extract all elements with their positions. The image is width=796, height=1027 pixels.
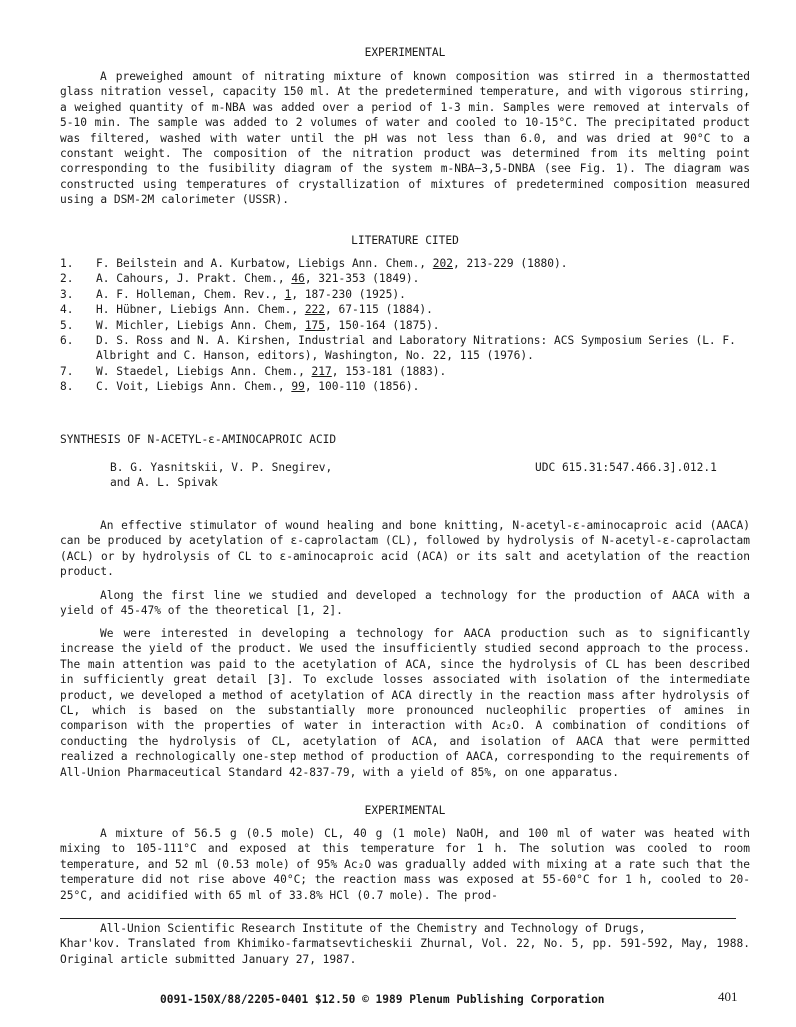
- procedure-paragraph: A mixture of 56.5 g (0.5 mole) CL, 40 g (1 mole) NaOH, and 100 ml of water was heated with mixing to 105-111°C and exposed at this temperature for 1 h. The solution was cooled to room temperature, and 52 ml (0.53 mole) of 95% Ac₂O was gradually added with mixing at a rate such that the temperature did not rise above 40°C; the reaction mass was exposed at 55-60°C for 1 h, cooled to 20-25°C, and acidified with 65 ml of 33.8% HCl (0.7 mole). The prod-: [60, 827, 750, 902]
- reference-item: 5. W. Michler, Liebigs Ann. Chem, 175, 150-164 (1875).: [60, 318, 440, 332]
- experimental-heading-2: EXPERIMENTAL: [364, 804, 446, 817]
- reference-volume: 175: [304, 318, 326, 332]
- reference-item: 2. A. Cahours, J. Prakt. Chem., 46, 321-353 (1849).: [60, 272, 420, 286]
- reference-number: 1.: [60, 257, 74, 270]
- footnote: [60, 921, 750, 967]
- footnote-rule: [60, 918, 736, 919]
- experimental-paragraph: A preweighed amount of nitrating mixture of known composition was stirred in a thermostatted glass nitration vessel, capacity 150 ml. At the predetermined temperature, and with vigorous stirring, a weighed quantity of m-NBA was added over a period of 1-3 min. Samples were removed at intervals of 5-10 min. The sample was added to 2 volumes of water and cooled to 10-15°C. The precipitated product was filtered, washed with water until the pH was not less than 6.0, and was dried at 90°C to a constant weight. The composition of the nitration product was determined from its melting point corresponding to the fusibility diagram of the system m-NBA–3,5-DNBA (see Fig. 1). The diagram was constructed using temperatures of crystallization of mixtures of predetermined composition measured using a DSM-2M calorimeter (USSR).: [60, 70, 750, 207]
- copyright-line: 0091-150X/88/2205-0401 $12.50 © 1989 Plenum Publishing Corporation: [160, 993, 605, 1006]
- reference-number: 6.: [60, 334, 74, 348]
- reference-number: 8.: [60, 380, 74, 394]
- experimental-heading: EXPERIMENTAL: [364, 46, 446, 59]
- reference-volume: 222: [304, 303, 326, 317]
- reference-volume: 202: [432, 257, 453, 270]
- authors-line: and A. L. Spivak: [110, 476, 218, 490]
- reference-item: 6. D. S. Ross and N. A. Kirshen, Industrial and Laboratory Nitrations: ACS Symposium Series (L. F. Albright and C. Hanson, editors), Washington, No. 22, 115 (1976).: [60, 334, 736, 363]
- footnote-translation-note: Khar'kov. Translated from Khimiko-farmatsevticheskii Zhurnal, Vol. 22, No. 5, pp. 591-592, May, 1988. Original article submitted January 27, 1987.: [60, 937, 750, 966]
- reference-volume: 99: [291, 380, 305, 394]
- literature-cited-heading: LITERATURE CITED: [351, 234, 459, 247]
- approach-paragraph: We were interested in developing a technology for AACA production such as to significantly increase the yield of the product. We used the insufficiently studied second approach to the process. The main attention was paid to the acetylation of ACA, since the hydrolysis of CL has been described in sufficiently great detail [3]. To exclude losses associated with isolation of the intermediate product, we developed a method of acetylation of ACA directly in the reaction mass after hydrolysis of CL, which is based on the substantially more pronounced nucleophilic properties of amines in comparison with the properties of water in interaction with Ac₂O. A combination of conditions of conducting the hydrolysis of CL, acetylation of ACA, and isolation of AACA that were permitted realized a rechnologically one-step method of production of AACA, corresponding to the requirements of All-Union Pharmaceutical Standard 42-837-79, with a yield of 85%, on one apparatus.: [60, 627, 750, 779]
- reference-item: 8. C. Voit, Liebigs Ann. Chem., 99, 100-110 (1856).: [60, 380, 420, 394]
- reference-number: 4.: [60, 303, 74, 317]
- reference-number: 2.: [60, 272, 74, 286]
- intro-paragraph: An effective stimulator of wound healing and bone knitting, N-acetyl-ε-aminocaproic acid (AACA) can be produced by acetylation of ε-caprolactam (CL), followed by hydrolysis of N-acetyl-ε-caprolactam (ACL) or by hydrolysis of CL to ε-aminocaproic acid (ACA) or its salt and acetylation of the reaction product.: [60, 519, 750, 579]
- reference-list: [60, 256, 750, 395]
- article-title: SYNTHESIS OF N-ACETYL-ε-AMINOCAPROIC ACID: [60, 433, 337, 446]
- reference-volume: 217: [311, 364, 332, 378]
- reference-volume: 1: [284, 287, 292, 301]
- reference-number: 7.: [60, 364, 74, 378]
- authors-line: B. G. Yasnitskii, V. P. Snegirev,: [110, 461, 333, 474]
- reference-number: 3.: [60, 287, 74, 301]
- page-number: 401: [718, 989, 738, 1004]
- reference-item: 1. F. Beilstein and A. Kurbatow, Liebigs Ann. Chem., 202, 213-229 (1880).: [60, 257, 568, 270]
- reference-item: 7. W. Staedel, Liebigs Ann. Chem., 217, 153-181 (1883).: [60, 364, 447, 378]
- reference-item: 4. H. Hübner, Liebigs Ann. Chem., 222, 67-115 (1884).: [60, 303, 433, 317]
- reference-volume: 46: [291, 272, 305, 286]
- reference-number: 5.: [60, 318, 74, 332]
- udc-code: UDC 615.31:547.466.3].012.1: [535, 461, 717, 474]
- author-list: [110, 460, 430, 491]
- first-line-paragraph: Along the first line we studied and developed a technology for the production of AACA with a yield of 45-47% of the theoretical [1, 2].: [60, 589, 750, 618]
- footnote-affiliation: All-Union Scientific Research Institute of the Chemistry and Technology of Drugs,: [100, 922, 646, 935]
- reference-item: 3. A. F. Holleman, Chem. Rev., 1, 187-230 (1925).: [60, 287, 406, 301]
